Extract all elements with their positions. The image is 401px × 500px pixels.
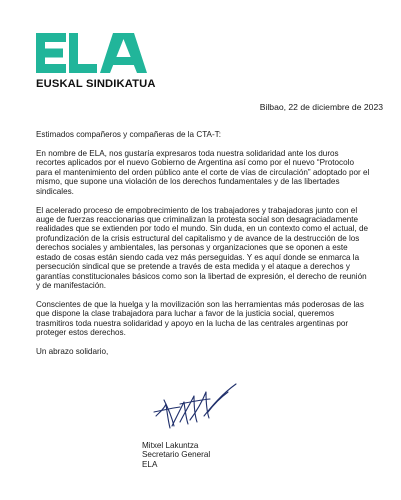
- signer-title: Secretario General: [142, 450, 211, 460]
- ela-logo-mark: [36, 33, 156, 75]
- ela-logo: [36, 33, 156, 75]
- letter-paragraph: En nombre de ELA, nos gustaría expresaros toda nuestra solidaridad ante los duros recortes aplicados por el nuevo Gobierno de Argentina así como por el nuevo “Protocolo para el mantenimiento del orden público ante el corte de vías de circulación” adoptado por el mismo, que supone una violación de los derechos fundamentales y de las libertades sindicales.: [36, 148, 370, 196]
- logo-subtitle: EUSKAL SINDIKATUA: [36, 78, 156, 90]
- letter-body: [36, 130, 370, 366]
- letter-date: Bilbao, 22 de diciembre de 2023: [259, 102, 383, 112]
- letter-paragraph: Conscientes de que la huelga y la movilización son las herramientas más poderosas de las que dispone la clase trabajadora para luchar a favor de la justicia social, queremos trasmitiros toda nuestra solidaridad y apoyo en la lucha de las centrales argentinas por proteger estos derechos.: [36, 299, 364, 338]
- letter-paragraph: El acelerado proceso de empobrecimiento de los trabajadores y trabajadoras junto con el auge de fuerzas reaccionarias que criminalizan la protesta social son desagraciadamente realidades que se extienden por todo el mundo. Sin duda, en un contexto como el actual, de profundización de la crisis estructural del capitalismo y de avance de la destrucción de los derechos sociales y ambientales, las personas y organizaciones que se oponen a este estado de cosas están siendo cada vez más perseguidas. Y es aquí donde se enmarca la persecución sindical que se pretende a través de esta medida y el ataque a derechos y garantías constitucionales básicos como son la libertad de expresión, el derecho de reunión y de manifestación.: [36, 205, 368, 291]
- handwritten-signature: [150, 382, 246, 436]
- letter-greeting: Estimados compañeros y compañeras de la CTA-T:: [36, 130, 221, 139]
- letter-closing: Un abrazo solidario,: [36, 347, 109, 357]
- signature-block: [142, 441, 210, 469]
- signature-icon: [150, 382, 246, 436]
- signer-name: Mitxel Lakuntza: [142, 441, 199, 450]
- signer-org: ELA: [142, 459, 158, 469]
